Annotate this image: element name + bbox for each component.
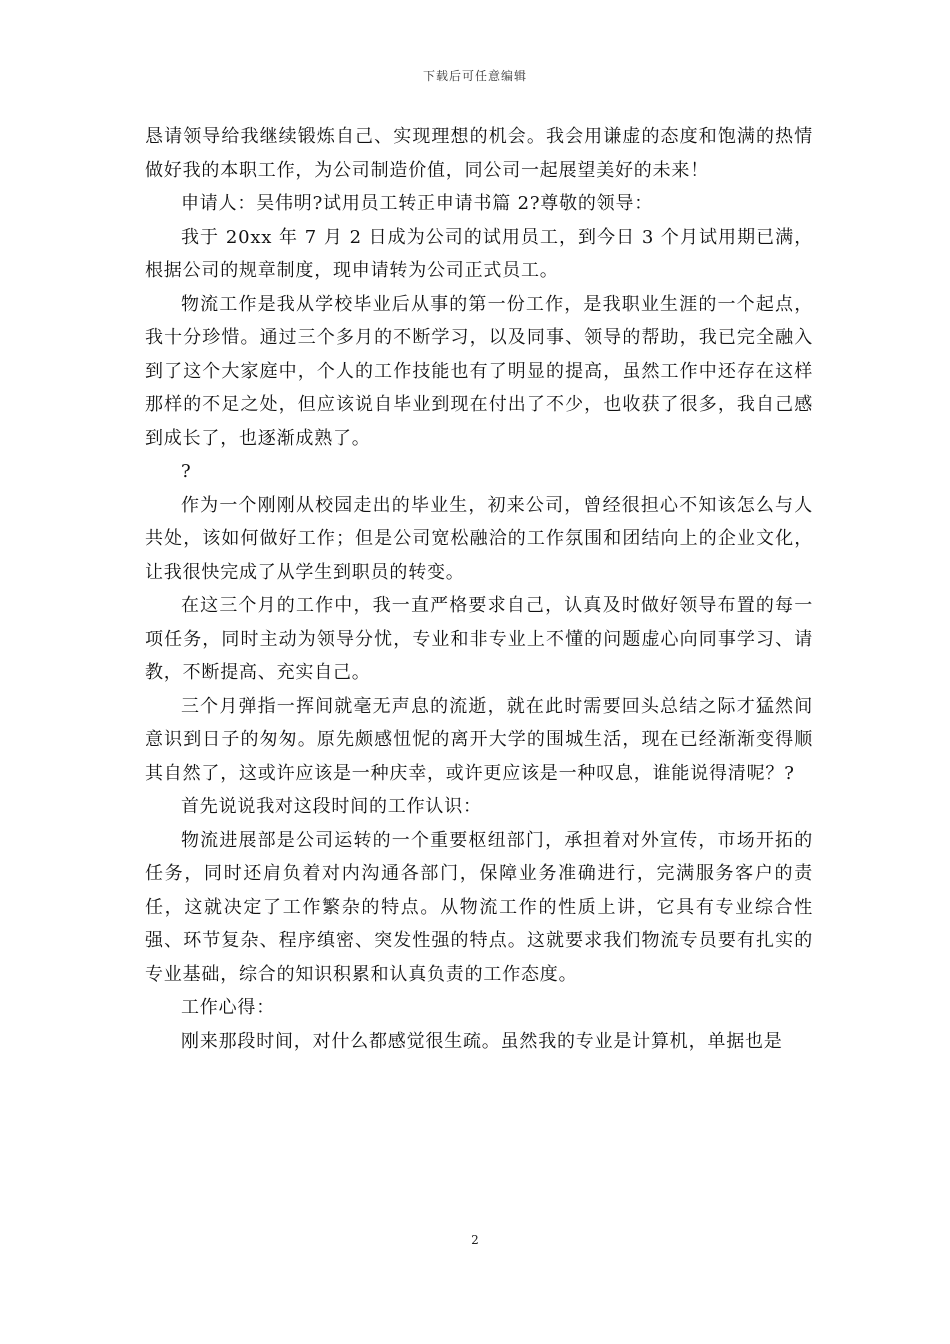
paragraph: 物流进展部是公司运转的一个重要枢纽部门，承担着对外宣传，市场开拓的任务，同时还肩负着对内沟通各部门，保障业务准确进行，完满服务客户的责任，这就决定了工作繁杂的特点。从物流工作的性质上讲，它具有专业综合性强、环节复杂、程序缜密、突发性强的特点。这就要求我们物流专员要有扎实的专业基础，综合的知识积累和认真负责的工作态度。 <box>145 829 813 985</box>
paragraph: 三个月弹指一挥间就毫无声息的流逝，就在此时需要回头总结之际才猛然间意识到日子的匆匆。原先颇感忸怩的离开大学的围城生活，现在已经渐渐变得顺其自然了，这或许应该是一种庆幸，或许更应该是一种叹息，谁能说得清呢？? <box>145 695 813 784</box>
paragraph: 刚来那段时间，对什么都感觉很生疏。虽然我的专业是计算机，单据也是 <box>181 1030 783 1052</box>
paragraph: 在这三个月的工作中，我一直严格要求自己，认真及时做好领导布置的每一项任务，同时主动为领导分忧，专业和非专业上不懂的问题虚心向同事学习、请教，不断提高、充实自己。 <box>145 595 813 683</box>
paragraph: 作为一个刚刚从校园走出的毕业生，初来公司，曾经很担心不知该怎么与人共处，该如何做好工作；但是公司宽松融洽的工作氛围和团结向上的企业文化，让我很快完成了从学生到职员的转变。 <box>145 494 813 583</box>
paragraph: 我于 20xx 年 7 月 2 日成为公司的试用员工，到今日 3 个月试用期已满，根据公司的规章制度，现申请转为公司正式员工。 <box>145 226 813 281</box>
paragraph: 工作心得： <box>181 997 275 1018</box>
page-number: 2 <box>471 1233 479 1247</box>
document-body <box>145 120 813 1058</box>
paragraph: ? <box>181 461 192 482</box>
paragraph: 物流工作是我从学校毕业后从事的第一份工作，是我职业生涯的一个起点，我十分珍惜。通过三个多月的不断学习，以及同事、领导的帮助，我已完全融入到了这个大家庭中，个人的工作技能也有了明显的提高，虽然工作中还存在这样那样的不足之处，但应该说自毕业到现在付出了不少，也收获了很多，我自己感到成长了，也逐渐成熟了。 <box>145 293 813 449</box>
paragraph: 首先说说我对这段时间的工作认识： <box>181 796 482 817</box>
paragraph: 申请人：吴伟明?试用员工转正申请书篇 2?尊敬的领导： <box>181 193 654 214</box>
paragraph: 恳请领导给我继续锻炼自己、实现理想的机会。我会用谦虚的态度和饱满的热情做好我的本职工作，为公司制造价值，同公司一起展望美好的未来！ <box>145 126 813 181</box>
header-note: 下载后可任意编辑 <box>422 69 527 83</box>
